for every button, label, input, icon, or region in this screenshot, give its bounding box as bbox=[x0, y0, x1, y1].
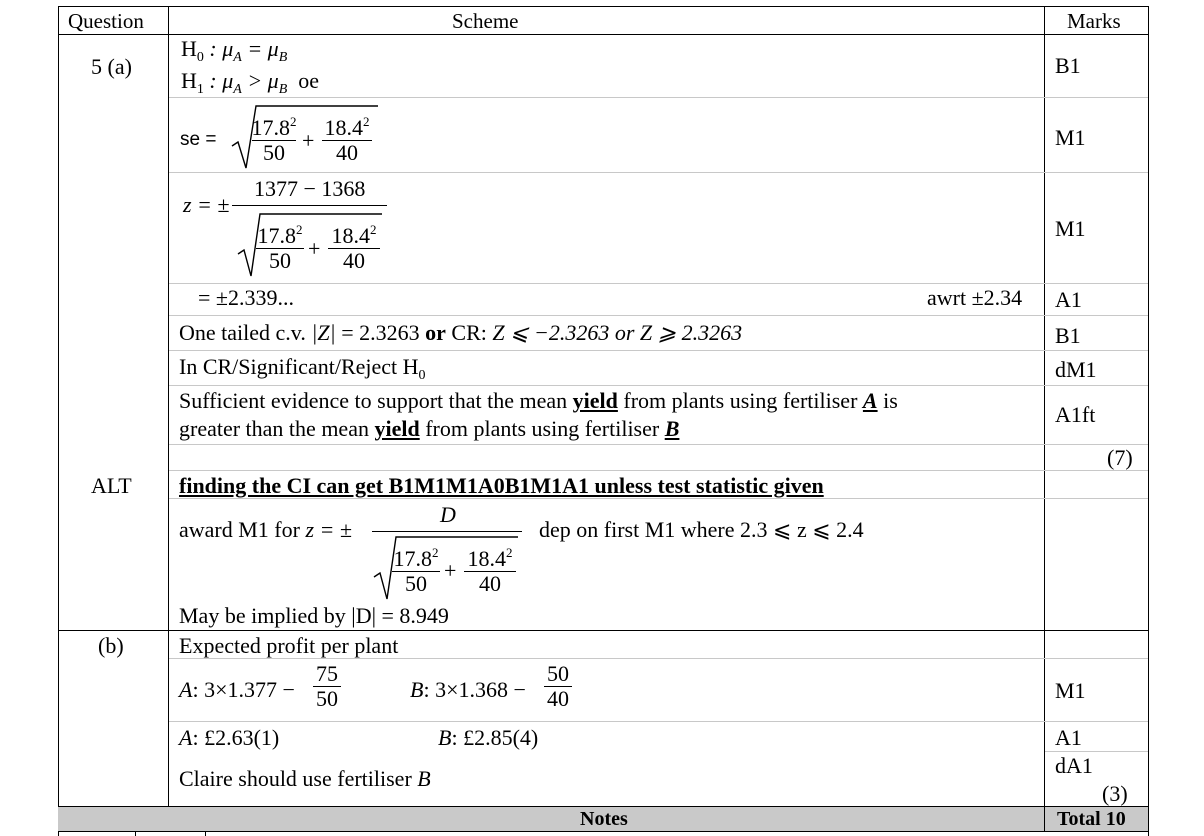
expression-mark: M1 bbox=[1055, 678, 1086, 703]
part-b-total: (3) bbox=[1102, 781, 1128, 806]
se-plus: + bbox=[302, 128, 315, 153]
alt-heading: finding the CI can get B1M1M1A0B1M1A1 unless test statistic given bbox=[179, 473, 824, 498]
awrt-note: awrt ±2.34 bbox=[927, 285, 1023, 310]
alt-D: D bbox=[440, 502, 456, 527]
part-a-total: (7) bbox=[1107, 445, 1133, 470]
hypotheses-mark: B1 bbox=[1055, 53, 1081, 78]
notes-heading: Notes bbox=[580, 808, 628, 830]
row-sep bbox=[169, 721, 1148, 722]
header-question: Question bbox=[68, 9, 144, 33]
z-plus: + bbox=[308, 236, 321, 261]
part-b-label: (b) bbox=[98, 633, 124, 658]
alt-fraction-a: 17.8$^2$ 50 bbox=[393, 545, 439, 596]
row-sep bbox=[169, 283, 1148, 284]
alt-fraction-bar bbox=[372, 531, 522, 532]
left-border bbox=[58, 6, 59, 836]
se-fraction-b: 18.4$^2$ 40 bbox=[322, 110, 372, 165]
z-mark: M1 bbox=[1055, 216, 1086, 241]
profit-B-fraction: 50 40 bbox=[544, 662, 572, 711]
profit-A-expression: A: 3×1.377 − bbox=[179, 677, 295, 702]
row-sep bbox=[169, 315, 1148, 316]
claire-mark: dA1 bbox=[1055, 753, 1093, 778]
z-fraction-b: 18.4$^2$ 40 bbox=[328, 218, 380, 273]
col-divider-2 bbox=[1044, 6, 1045, 806]
bottom-stub-1 bbox=[135, 831, 136, 836]
row-sep bbox=[169, 444, 1148, 445]
right-border bbox=[1148, 6, 1149, 836]
se-mark: M1 bbox=[1055, 125, 1086, 150]
total-marks: Total 10 bbox=[1057, 808, 1126, 830]
alt-award: award M1 for z = ± bbox=[179, 517, 352, 542]
notes-divider bbox=[1044, 806, 1045, 831]
expected-profit: Expected profit per plant bbox=[179, 633, 399, 658]
bottom-stub-2 bbox=[205, 831, 206, 836]
part-a-label: 5 (a) bbox=[91, 54, 132, 79]
z-fraction-a: 17.8$^2$ 50 bbox=[257, 222, 303, 273]
row-sep bbox=[169, 172, 1148, 173]
null-hypothesis: $H_0$ : $\mu_A = \mu_B$ bbox=[181, 36, 288, 65]
table-top-border bbox=[58, 6, 1148, 7]
claire-conclusion: Claire should use fertiliser B bbox=[179, 766, 431, 791]
conclusion-line-2: greater than the mean yield from plants using fertiliser B bbox=[179, 416, 680, 441]
alt-implied: May be implied by |D| = 8.949 bbox=[179, 603, 449, 628]
row-sep bbox=[169, 470, 1148, 471]
header-scheme: Scheme bbox=[452, 9, 519, 33]
z-value-mark: A1 bbox=[1055, 287, 1082, 312]
alt-hypothesis: $H_1$ : $\mu_A > \mu_B$ oe bbox=[181, 68, 320, 97]
header-bottom-border bbox=[58, 34, 1148, 35]
profit-B-value: B: £2.85(4) bbox=[438, 725, 539, 750]
profit-A-fraction: 75 50 bbox=[313, 662, 341, 711]
reject-mark: dM1 bbox=[1055, 357, 1097, 382]
alt-dependency: dep on first M1 where 2.3 ⩽ z ⩽ 2.4 bbox=[539, 517, 864, 542]
se-fraction-a: 17.8$^2$ 50 bbox=[251, 114, 297, 165]
part-b-top-border bbox=[58, 630, 1148, 631]
cv-mark: B1 bbox=[1055, 323, 1081, 348]
col-divider-1 bbox=[168, 6, 169, 806]
alt-fraction-b: 18.4$^2$ 40 bbox=[464, 541, 516, 596]
conclusion-line-1: Sufficient evidence to support that the mean yield from plants using fertiliser A is bbox=[179, 388, 898, 413]
se-label: se = bbox=[180, 129, 217, 150]
reject-statement: In CR/Significant/Reject $H_0$ bbox=[179, 354, 426, 383]
z-numerator: 1377 − 1368 bbox=[254, 176, 366, 201]
value-mark: A1 bbox=[1055, 725, 1082, 750]
profit-B-expression: B: 3×1.368 − bbox=[410, 677, 526, 702]
alt-label: ALT bbox=[91, 473, 132, 498]
z-label: z = ± bbox=[183, 192, 230, 217]
z-fraction-bar bbox=[232, 205, 387, 206]
profit-A-value: A: £2.63(1) bbox=[179, 725, 280, 750]
conclusion-mark: A1ft bbox=[1055, 402, 1096, 427]
header-marks: Marks bbox=[1067, 9, 1121, 33]
alt-plus: + bbox=[444, 558, 457, 583]
critical-value: One tailed c.v. |Z| = 2.3263 or CR: Z ⩽ −2.3263 or Z ⩾ 2.3263 bbox=[179, 320, 743, 345]
z-value: = ±2.339... bbox=[198, 285, 294, 310]
row-sep bbox=[1045, 751, 1148, 752]
row-sep bbox=[169, 350, 1148, 351]
